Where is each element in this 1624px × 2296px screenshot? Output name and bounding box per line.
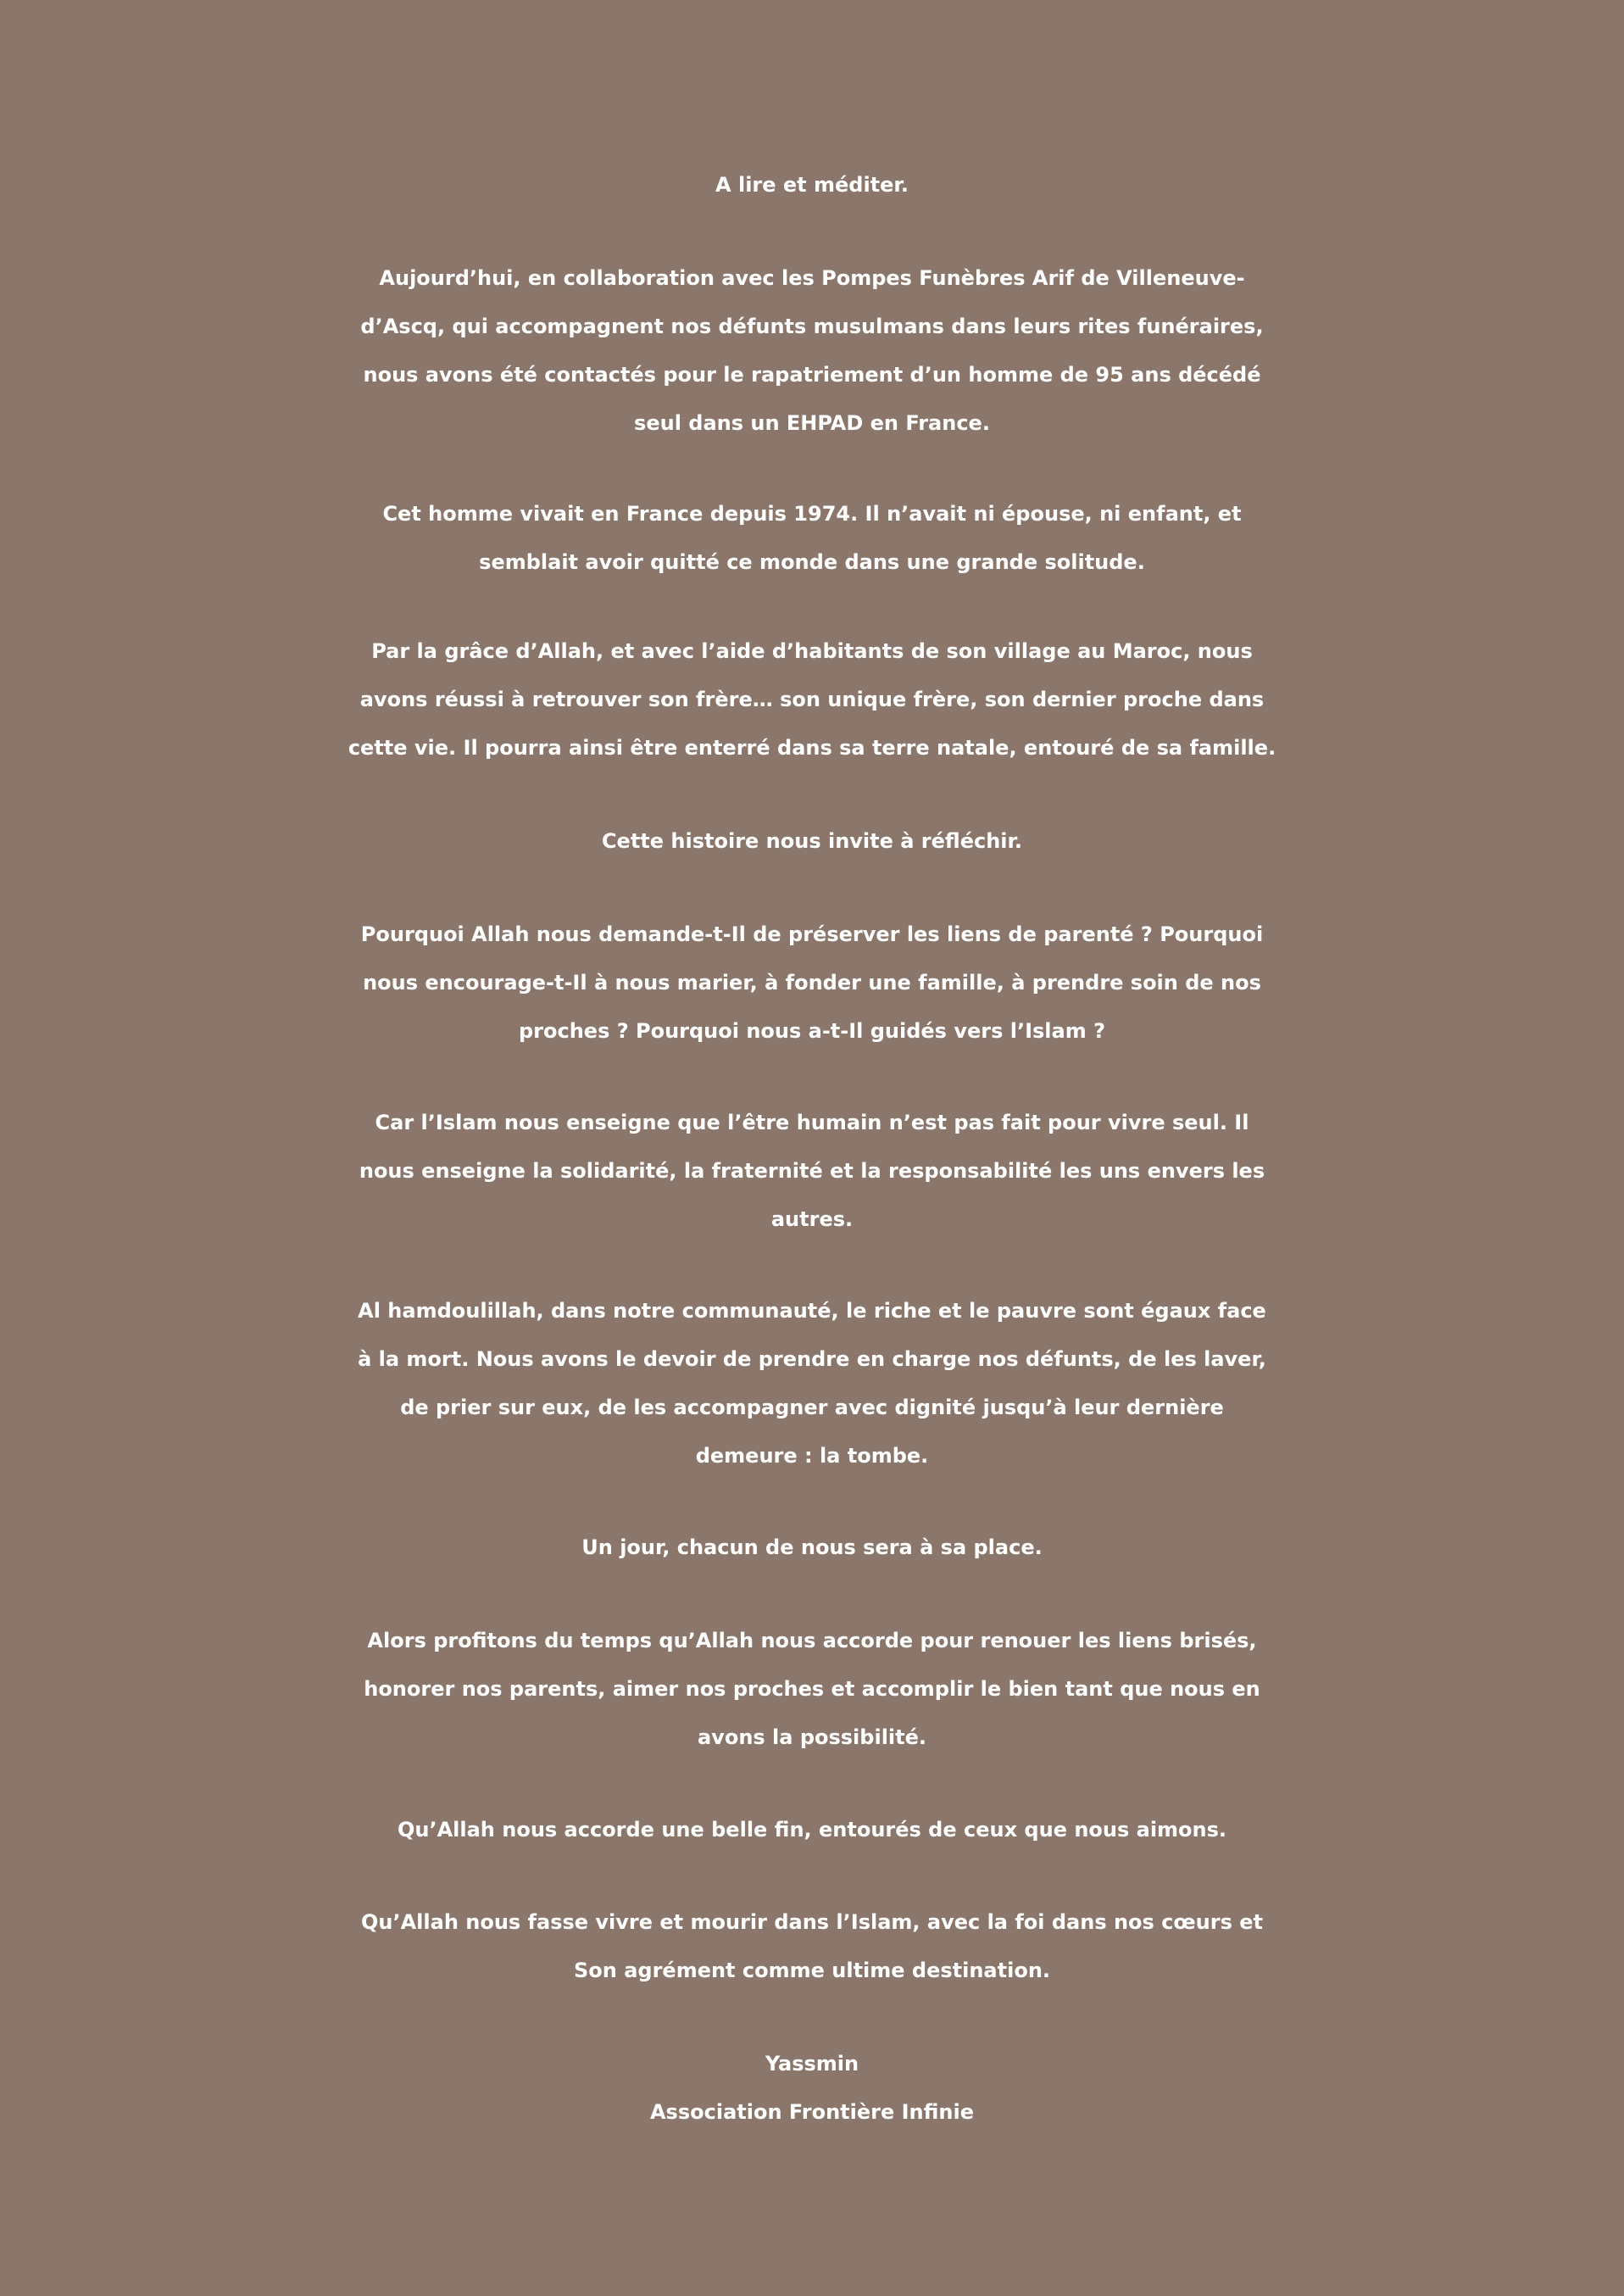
text-line: honorer nos parents, aimer nos proches et accomplir le bien tant que nous en [364, 1677, 1260, 1701]
paragraph-5 [0, 911, 1624, 1056]
text-line: Car l’Islam nous enseigne que l’être humain n’est pas fait pour vivre seul. Il [375, 1111, 1249, 1134]
text-line: Pourquoi Allah nous demande-t-Il de préserver les liens de parenté ? Pourquoi [360, 922, 1264, 946]
text-line: avons réussi à retrouver son frère… son unique frère, son dernier proche dans [359, 688, 1265, 711]
paragraph-11 [0, 1898, 1624, 1995]
text-line: de prier sur eux, de les accompagner avec dignité jusqu’à leur dernière [400, 1396, 1224, 1419]
text-line: à la mort. Nous avons le devoir de prendre en charge nos défunts, de les laver, [358, 1347, 1266, 1371]
text-line: demeure : la tombe. [695, 1444, 929, 1468]
signature-name: Yassmin [765, 2052, 859, 2076]
text-line: Son agrément comme ultime destination. [573, 1959, 1051, 1982]
paragraph-2 [0, 490, 1624, 587]
paragraph-10 [0, 1806, 1624, 1854]
signature [0, 2040, 1624, 2137]
text-line: semblait avoir quitté ce monde dans une grande solitude. [479, 550, 1145, 574]
text-line: Par la grâce d’Allah, et avec l’aide d’habitants de son village au Maroc, nous [371, 639, 1253, 663]
text-line: Cette histoire nous invite à réfléchir. [601, 829, 1023, 853]
text-line: cette vie. Il pourra ainsi être enterré dans sa terre natale, entouré de sa famille. [348, 736, 1276, 760]
text-line: Alors profitons du temps qu’Allah nous accorde pour renouer les liens brisés, [367, 1629, 1257, 1652]
text-line: seul dans un EHPAD en France. [634, 411, 990, 435]
text-line: d’Ascq, qui accompagnent nos défunts musulmans dans leurs rites funéraires, [360, 315, 1264, 338]
text-line: nous encourage-t-Il à nous marier, à fonder une famille, à prendre soin de nos [363, 971, 1261, 995]
text-line: A lire et méditer. [715, 173, 909, 197]
text-line: Un jour, chacun de nous sera à sa place. [581, 1535, 1043, 1559]
text-line: Qu’Allah nous fasse vivre et mourir dans l’Islam, avec la foi dans nos cœurs et [360, 1910, 1263, 1934]
text-line: Qu’Allah nous accorde une belle fin, entourés de ceux que nous aimons. [397, 1818, 1227, 1842]
paragraph-7 [0, 1287, 1624, 1480]
paragraph-9 [0, 1617, 1624, 1762]
text-line: Al hamdoulillah, dans notre communauté, le riche et le pauvre sont égaux face [358, 1299, 1266, 1323]
paragraph-3 [0, 627, 1624, 772]
text-line: avons la possibilité. [697, 1725, 927, 1749]
text-line: nous avons été contactés pour le rapatriement d’un homme de 95 ans décédé [363, 363, 1261, 387]
paragraph-1 [0, 254, 1624, 448]
document-heading [0, 161, 1624, 209]
text-line: Aujourd’hui, en collaboration avec les Pompes Funèbres Arif de Villeneuve- [379, 266, 1245, 290]
text-line: nous enseigne la solidarité, la fraternité et la responsabilité les uns envers les [359, 1159, 1265, 1183]
text-line: proches ? Pourquoi nous a-t-Il guidés vers l’Islam ? [518, 1019, 1105, 1043]
paragraph-8 [0, 1524, 1624, 1572]
paragraph-4 [0, 817, 1624, 866]
signature-organization: Association Frontière Infinie [649, 2100, 975, 2124]
text-line: Cet homme vivait en France depuis 1974. Il n’avait ni épouse, ni enfant, et [382, 502, 1242, 526]
paragraph-6 [0, 1099, 1624, 1244]
text-line: autres. [770, 1207, 854, 1231]
